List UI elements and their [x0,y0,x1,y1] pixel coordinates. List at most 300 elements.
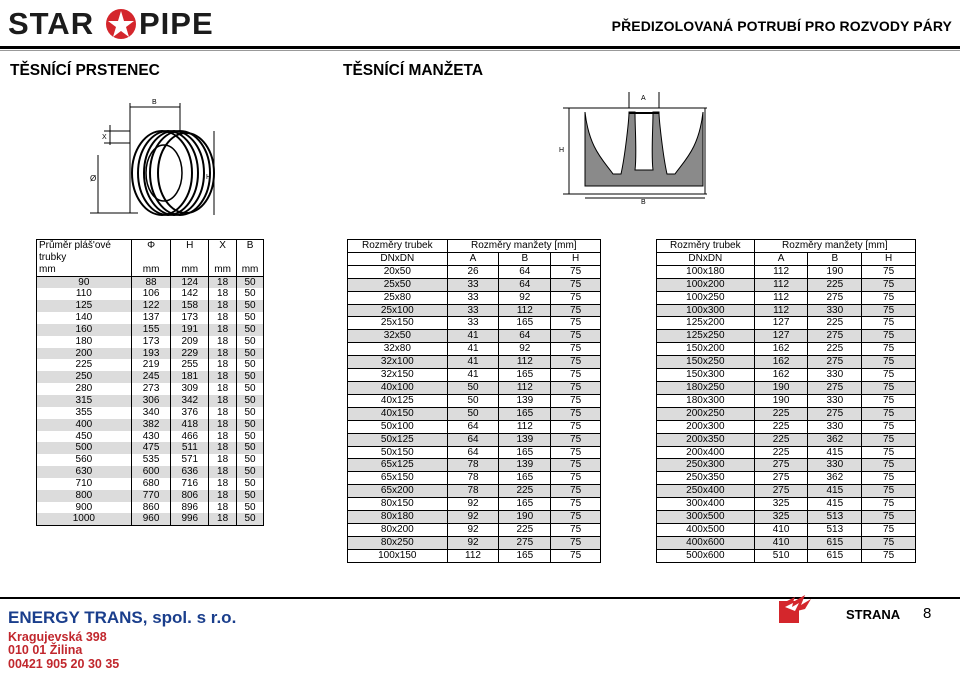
table-cell: 513 [808,523,862,536]
table-cell: 180x300 [657,394,755,407]
table-cell: 100x180 [657,265,755,278]
table-cell: 229 [171,348,209,360]
table-cell: 50 [237,478,264,490]
table-cell: 75 [551,536,601,549]
table-row [348,485,601,498]
table-header-row [37,264,264,276]
table-row [37,419,264,431]
table-cell: 225 [808,343,862,356]
table-cell: 33 [447,304,499,317]
table-cell: 64 [499,265,551,278]
table-cell: 90 [37,276,132,288]
table-cell: 466 [171,431,209,443]
table-cell: 112 [499,420,551,433]
table-cell: 400x600 [657,536,755,549]
table-cell: 225 [754,446,808,459]
table-cell: 190 [808,265,862,278]
table-cell: 64 [499,278,551,291]
header-cell: mm [37,264,132,276]
table-cell: 960 [131,513,171,525]
svg-text:PIPE: PIPE [139,6,214,41]
table-cell: 275 [808,381,862,394]
table-cell: 355 [37,407,132,419]
table-cell: 193 [131,348,171,360]
table-cell: 50x125 [348,433,448,446]
table-cell: 64 [447,446,499,459]
table-cell: 410 [754,523,808,536]
table-row [657,485,916,498]
table-row [657,420,916,433]
table-cell: 50 [447,381,499,394]
company-phone: 00421 905 20 30 35 [8,657,120,671]
table-row [37,395,264,407]
table-cell: 275 [754,485,808,498]
table-cell: 75 [862,265,916,278]
table-header-row [37,240,264,252]
table-cell: 50 [237,276,264,288]
table-row [37,490,264,502]
table-cell: 80x180 [348,511,448,524]
header-cell: mm [237,264,264,276]
table-cell: 800 [37,490,132,502]
table-row [37,312,264,324]
dim-label-diameter: Ø [90,174,97,183]
table-cell: 41 [447,369,499,382]
table-cell: 32x100 [348,356,448,369]
table-cell: 150x300 [657,369,755,382]
table-cell: 18 [209,312,237,324]
table-cell: 92 [447,536,499,549]
table-cell: 18 [209,348,237,360]
table-cell: 315 [37,395,132,407]
table-cell: 80x200 [348,523,448,536]
table-cell: 50 [237,371,264,383]
table-cell: 190 [499,511,551,524]
table-row [37,502,264,514]
table-cell: 20x50 [348,265,448,278]
table-cell: 75 [862,407,916,420]
table-cell: 50 [237,466,264,478]
company-name: ENERGY TRANS, spol. s r.o. [8,608,237,627]
table-cell: 200x350 [657,433,755,446]
header-cell: H [171,240,209,252]
table-cell: 100x200 [657,278,755,291]
table-cell: 127 [754,317,808,330]
table-row [657,356,916,369]
table-cell: 110 [37,288,132,300]
table-cell: 191 [171,324,209,336]
table-cell: 32x50 [348,330,448,343]
table-cell: 78 [447,472,499,485]
table-cell: 75 [862,536,916,549]
table-cell: 158 [171,300,209,312]
table-row [348,511,601,524]
group-header-cell: Rozměry manžety [mm] [754,240,915,253]
table-cell: 155 [131,324,171,336]
table-cell: 376 [171,407,209,419]
table-row [657,394,916,407]
table-cell: 92 [447,511,499,524]
table-cell: 25x50 [348,278,448,291]
table-cell: 219 [131,359,171,371]
table-cell: 400 [37,419,132,431]
table-cell: 65x150 [348,472,448,485]
table-cell: 250x350 [657,472,755,485]
table-row [348,536,601,549]
table-cell: 75 [551,394,601,407]
table-cell: 75 [862,459,916,472]
table-cell: 513 [808,511,862,524]
table-cell: 209 [171,336,209,348]
table-row [657,291,916,304]
table-cell: 139 [499,459,551,472]
table-cell: 200x250 [657,407,755,420]
table-cell: 75 [551,498,601,511]
company-city: 010 01 Žilina [8,643,83,657]
table-cell: 18 [209,490,237,502]
table-row [37,454,264,466]
table-cell: 996 [171,513,209,525]
table-row [657,523,916,536]
table-cell: 112 [447,549,499,562]
table-cell: 50 [237,419,264,431]
table-cell: 75 [551,356,601,369]
table-cell: 165 [499,369,551,382]
table-row [37,359,264,371]
table-cell: 180x250 [657,381,755,394]
table-cell: 50 [447,394,499,407]
table-cell: 162 [754,369,808,382]
table-cell: 275 [808,330,862,343]
table-cell: 33 [447,291,499,304]
table-cell: 75 [862,343,916,356]
table-cell: 75 [551,472,601,485]
table-cell: 75 [551,407,601,420]
dim-label-x: X [102,134,107,141]
starpipe-logo [8,4,253,44]
table-cell: 127 [754,330,808,343]
table-cell: 630 [37,466,132,478]
table-cell: 50 [237,300,264,312]
table-cell: 92 [447,523,499,536]
table-cell: 125x250 [657,330,755,343]
table-cell: 410 [754,536,808,549]
table-cell: 18 [209,431,237,443]
table-cell: 330 [808,459,862,472]
table-cell: 18 [209,288,237,300]
table-cell: 330 [808,420,862,433]
table-row [348,265,601,278]
table-cell: 92 [499,343,551,356]
table-cell: 50 [237,336,264,348]
table-cell: 255 [171,359,209,371]
table-cell: 80x250 [348,536,448,549]
sleeve-section-title: TĚSNÍCÍ MANŽETA [343,62,484,79]
table-row [37,276,264,288]
table-cell: 225 [499,485,551,498]
table-row [348,394,601,407]
table-header-row [348,252,601,265]
header-cell: H [551,252,601,265]
table-row [37,442,264,454]
table-cell: 275 [499,536,551,549]
table-cell: 900 [37,502,132,514]
table-cell: 165 [499,317,551,330]
table-row [37,478,264,490]
table-row [348,343,601,356]
table-cell: 18 [209,513,237,525]
table-row [348,369,601,382]
table-group-header-row [657,240,916,253]
table-cell: 615 [808,536,862,549]
table-cell: 418 [171,419,209,431]
energy-trans-logo [779,593,815,623]
header-cell: mm [209,264,237,276]
table-cell: 139 [499,433,551,446]
table-row [657,472,916,485]
table-row [657,407,916,420]
table-cell: 50 [237,312,264,324]
table-cell: 245 [131,371,171,383]
table-row [348,381,601,394]
table-row [657,459,916,472]
table-cell: 770 [131,490,171,502]
table-row [37,513,264,525]
table-cell: 33 [447,278,499,291]
table-cell: 50 [237,359,264,371]
table-row [657,549,916,562]
table-cell: 200x300 [657,420,755,433]
table-row [657,381,916,394]
table-row [657,369,916,382]
table-cell: 225 [754,433,808,446]
table-cell: 75 [551,278,601,291]
table-row [348,523,601,536]
table-cell: 50 [237,431,264,443]
table-row [37,383,264,395]
header-cell [131,252,171,264]
table-row [348,407,601,420]
table-row [348,433,601,446]
table-cell: 50 [237,383,264,395]
table-group-header-row [348,240,601,253]
table-cell: 309 [171,383,209,395]
table-cell: 137 [131,312,171,324]
table-cell: 273 [131,383,171,395]
table-cell: 75 [551,446,601,459]
sealing-ring-drawing [78,95,218,220]
table-cell: 342 [171,395,209,407]
dim-label-a: A [641,95,646,102]
table-cell: 75 [862,485,916,498]
table-cell: 75 [862,381,916,394]
table-row [37,336,264,348]
table-row [348,549,601,562]
table-cell: 306 [131,395,171,407]
table-row [348,317,601,330]
table-row [37,407,264,419]
table-cell: 75 [551,291,601,304]
table-cell: 18 [209,336,237,348]
header-cell: X [209,240,237,252]
table-cell: 50x150 [348,446,448,459]
table-cell: 75 [551,420,601,433]
table-cell: 75 [551,265,601,278]
header-cell [171,252,209,264]
table-cell: 362 [808,472,862,485]
table-row [348,304,601,317]
table-cell: 92 [499,291,551,304]
table-row [657,317,916,330]
table-cell: 50 [237,324,264,336]
table-cell: 225 [808,317,862,330]
table-cell: 25x80 [348,291,448,304]
table-cell: 75 [551,304,601,317]
table-cell: 173 [131,336,171,348]
table-row [657,446,916,459]
table-cell: 300x400 [657,498,755,511]
table-cell: 18 [209,419,237,431]
ring-dimensions-table [36,239,264,526]
document-title: PŘEDIZOLOVANÁ POTRUBÍ PRO ROZVODY PÁRY [611,18,952,34]
table-cell: 50 [237,348,264,360]
table-cell: 78 [447,459,499,472]
table-cell: 88 [131,276,171,288]
header-cell [209,252,237,264]
table-cell: 75 [862,291,916,304]
table-cell: 26 [447,265,499,278]
dim-label-b: B [641,199,646,205]
table-cell: 92 [447,498,499,511]
ring-section-title: TĚSNÍCÍ PRSTENEC [10,62,160,79]
table-cell: 100x150 [348,549,448,562]
table-row [657,433,916,446]
header-cell: DNxDN [348,252,448,265]
table-cell: 165 [499,549,551,562]
sleeve-dimensions-table-2 [656,239,916,563]
table-cell: 415 [808,485,862,498]
table-cell: 75 [862,317,916,330]
table-cell: 78 [447,485,499,498]
table-cell: 225 [754,420,808,433]
table-cell: 124 [171,276,209,288]
table-cell: 100x300 [657,304,755,317]
table-row [37,348,264,360]
table-cell: 40x125 [348,394,448,407]
table-cell: 860 [131,502,171,514]
table-cell: 330 [808,394,862,407]
table-cell: 18 [209,442,237,454]
table-cell: 40x150 [348,407,448,420]
table-cell: 75 [551,549,601,562]
table-cell: 142 [171,288,209,300]
table-cell: 190 [754,381,808,394]
table-cell: 150x200 [657,343,755,356]
table-cell: 190 [754,394,808,407]
table-cell: 40x100 [348,381,448,394]
table-row [657,278,916,291]
table-cell: 200x400 [657,446,755,459]
table-cell: 225 [754,407,808,420]
table-cell: 535 [131,454,171,466]
table-cell: 275 [808,356,862,369]
table-cell: 65x125 [348,459,448,472]
header-cell: A [447,252,499,265]
table-cell: 75 [551,317,601,330]
table-cell: 18 [209,383,237,395]
table-cell: 50 [237,490,264,502]
table-cell: 340 [131,407,171,419]
table-cell: 139 [499,394,551,407]
table-cell: 75 [862,433,916,446]
table-cell: 100x250 [657,291,755,304]
table-row [37,324,264,336]
table-cell: 330 [808,304,862,317]
table-cell: 165 [499,472,551,485]
table-cell: 75 [862,472,916,485]
table-cell: 75 [551,511,601,524]
table-cell: 75 [862,369,916,382]
table-cell: 106 [131,288,171,300]
header-cell: A [754,252,808,265]
table-cell: 41 [447,330,499,343]
table-cell: 112 [499,381,551,394]
table-cell: 50 [237,288,264,300]
table-header-row [657,252,916,265]
table-row [657,343,916,356]
table-cell: 165 [499,446,551,459]
table-cell: 75 [862,420,916,433]
table-cell: 716 [171,478,209,490]
table-cell: 50x100 [348,420,448,433]
table-cell: 50 [447,407,499,420]
sleeve-dimensions-table-1 [347,239,601,563]
table-cell: 18 [209,300,237,312]
svg-text:STAR: STAR [8,6,95,41]
table-cell: 18 [209,324,237,336]
dim-label-h: H [559,147,565,154]
table-cell: 112 [754,278,808,291]
table-cell: 510 [754,549,808,562]
table-cell: 50 [237,442,264,454]
table-cell: 75 [862,356,916,369]
dim-label-b: B [152,99,157,106]
table-cell: 41 [447,356,499,369]
footer-rule [0,597,960,599]
table-cell: 300x500 [657,511,755,524]
table-cell: 165 [499,498,551,511]
table-cell: 280 [37,383,132,395]
header-cell: mm [171,264,209,276]
table-row [37,431,264,443]
table-cell: 415 [808,446,862,459]
table-cell: 18 [209,502,237,514]
table-cell: 680 [131,478,171,490]
table-cell: 18 [209,395,237,407]
table-cell: 64 [499,330,551,343]
table-row [657,330,916,343]
table-cell: 325 [754,511,808,524]
table-row [348,446,601,459]
table-cell: 225 [37,359,132,371]
table-row [37,288,264,300]
header-cell: B [499,252,551,265]
table-cell: 180 [37,336,132,348]
company-street: Kragujevská 398 [8,630,107,644]
table-row [657,511,916,524]
table-cell: 160 [37,324,132,336]
table-cell: 173 [171,312,209,324]
